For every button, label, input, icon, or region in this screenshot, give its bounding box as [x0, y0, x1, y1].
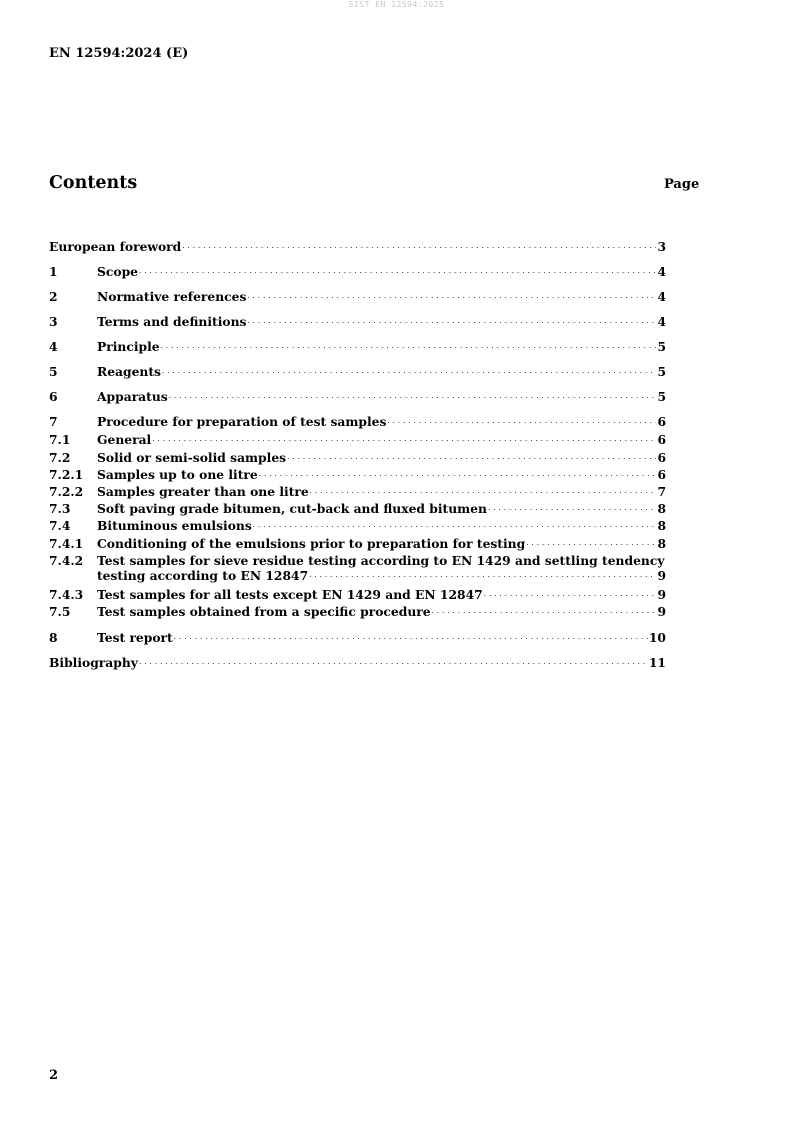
toc-title: Soft paving grade bitumen, cut-back and fluxed bitumen: [97, 501, 487, 516]
toc-number: 7.4.1: [49, 536, 84, 551]
toc-leader: [169, 391, 657, 401]
toc-leader: [310, 486, 657, 496]
toc-number: 7.4: [49, 518, 71, 533]
toc-leader: [484, 589, 657, 599]
toc-page: 10: [648, 630, 666, 645]
toc-title: Procedure for preparation of test samples: [97, 414, 387, 429]
toc-page: 3: [657, 239, 666, 254]
toc-leader: [387, 416, 656, 426]
toc-leader: [182, 241, 656, 251]
toc-leader: [174, 632, 648, 642]
toc-page: 8: [657, 501, 666, 516]
toc-title: Apparatus: [97, 389, 168, 404]
toc-entry-foreword[interactable]: [49, 239, 666, 254]
toc-page: 4: [657, 264, 666, 279]
toc-number: 7.4.3: [49, 587, 84, 602]
toc-number: 1: [49, 264, 58, 279]
toc-entry-7-4-1[interactable]: [49, 536, 666, 551]
toc-leader: [247, 291, 656, 301]
toc-title: Test report: [97, 630, 173, 645]
toc-title: European foreword: [49, 239, 182, 254]
toc-number: 4: [49, 339, 58, 354]
toc-title: Reagents: [97, 364, 161, 379]
toc-leader: [309, 570, 656, 580]
toc-number: 5: [49, 364, 58, 379]
toc-leader: [488, 503, 656, 513]
toc-entry-7-4-2[interactable]: [49, 553, 666, 583]
toc-number: 7.3: [49, 501, 71, 516]
watermark: SIST EN 12594:2025: [348, 0, 445, 9]
toc-title: Solid or semi-solid samples: [97, 450, 287, 465]
toc-leader: [139, 657, 648, 667]
toc-title: Test samples obtained from a specific procedure: [97, 604, 431, 619]
toc-page: 6: [657, 432, 666, 447]
toc-title: Bibliography: [49, 655, 138, 670]
toc-title: Conditioning of the emulsions prior to preparation for testing: [97, 536, 526, 551]
toc-page: 9: [657, 587, 666, 602]
toc-title: Normative references: [97, 289, 247, 304]
toc-page: 5: [657, 389, 666, 404]
toc-title: Samples up to one litre: [97, 467, 258, 482]
toc-title: Bituminous emulsions: [97, 518, 252, 533]
toc-title: Scope: [97, 264, 138, 279]
toc-leader: [432, 606, 657, 616]
toc-entry-7-2-2[interactable]: [49, 484, 666, 499]
toc-page: 7: [657, 484, 666, 499]
toc-entry-1[interactable]: [49, 264, 666, 279]
toc-leader: [139, 266, 656, 276]
toc-page: 6: [657, 414, 666, 429]
toc-page: 4: [657, 314, 666, 329]
toc-leader: [162, 366, 656, 376]
toc-number: 7.2.2: [49, 484, 84, 499]
toc-entry-bibliography[interactable]: [49, 655, 666, 670]
toc-page: 4: [657, 289, 666, 304]
toc-number: 7: [49, 414, 58, 429]
toc-page: 6: [657, 450, 666, 465]
toc-title: Test samples for all tests except EN 1429 and EN 12847: [97, 587, 483, 602]
toc-leader: [161, 341, 657, 351]
toc-title: Terms and definitions: [97, 314, 247, 329]
toc-page: 11: [648, 655, 666, 670]
toc-leader: [526, 538, 656, 548]
toc-entry-7-5[interactable]: [49, 604, 666, 619]
page-column-label: Page: [664, 177, 700, 192]
toc-entry-7-1[interactable]: [49, 432, 666, 447]
toc-number: 7.5: [49, 604, 71, 619]
toc-number: 7.4.2: [49, 553, 84, 568]
page-number: 2: [49, 1068, 59, 1083]
toc-entry-7-2-1[interactable]: [49, 467, 666, 482]
toc-entry-7[interactable]: [49, 414, 666, 429]
toc-number: 6: [49, 389, 58, 404]
toc-leader: [247, 316, 656, 326]
toc-title: Principle: [97, 339, 160, 354]
toc-page: 9: [657, 604, 666, 619]
toc-page: 8: [657, 518, 666, 533]
toc-title: General: [97, 432, 152, 447]
toc-leader: [287, 452, 656, 462]
toc-title: Samples greater than one litre: [97, 484, 309, 499]
toc-number: 3: [49, 314, 58, 329]
toc-entry-8[interactable]: [49, 630, 666, 645]
document-id: EN 12594:2024 (E): [49, 46, 189, 61]
toc-title: testing according to EN 12847: [97, 568, 309, 583]
toc-page: 6: [657, 467, 666, 482]
toc-number: 7.2: [49, 450, 71, 465]
toc-entry-5[interactable]: [49, 364, 666, 379]
toc-entry-6[interactable]: [49, 389, 666, 404]
toc-page: 9: [657, 568, 666, 583]
toc-entry-7-2[interactable]: [49, 450, 666, 465]
toc-number: 7.2.1: [49, 467, 84, 482]
toc-entry-7-4[interactable]: [49, 518, 666, 533]
toc-entry-3[interactable]: [49, 314, 666, 329]
toc-entry-2[interactable]: [49, 289, 666, 304]
toc-number: 8: [49, 630, 58, 645]
toc-number: 7.1: [49, 432, 71, 447]
toc-leader: [259, 469, 657, 479]
toc-number: 2: [49, 289, 58, 304]
toc-page: 8: [657, 536, 666, 551]
toc-leader: [152, 434, 656, 444]
toc-entry-7-3[interactable]: [49, 501, 666, 516]
toc-leader: [253, 520, 657, 530]
contents-heading: Contents: [49, 173, 138, 193]
toc-page: 5: [657, 339, 666, 354]
toc-title-line1: Test samples for sieve residue testing according to EN 1429 and settling tendency: [97, 553, 665, 568]
toc-entry-7-4-3[interactable]: [49, 587, 666, 602]
toc-page: 5: [657, 364, 666, 379]
toc-entry-4[interactable]: [49, 339, 666, 354]
